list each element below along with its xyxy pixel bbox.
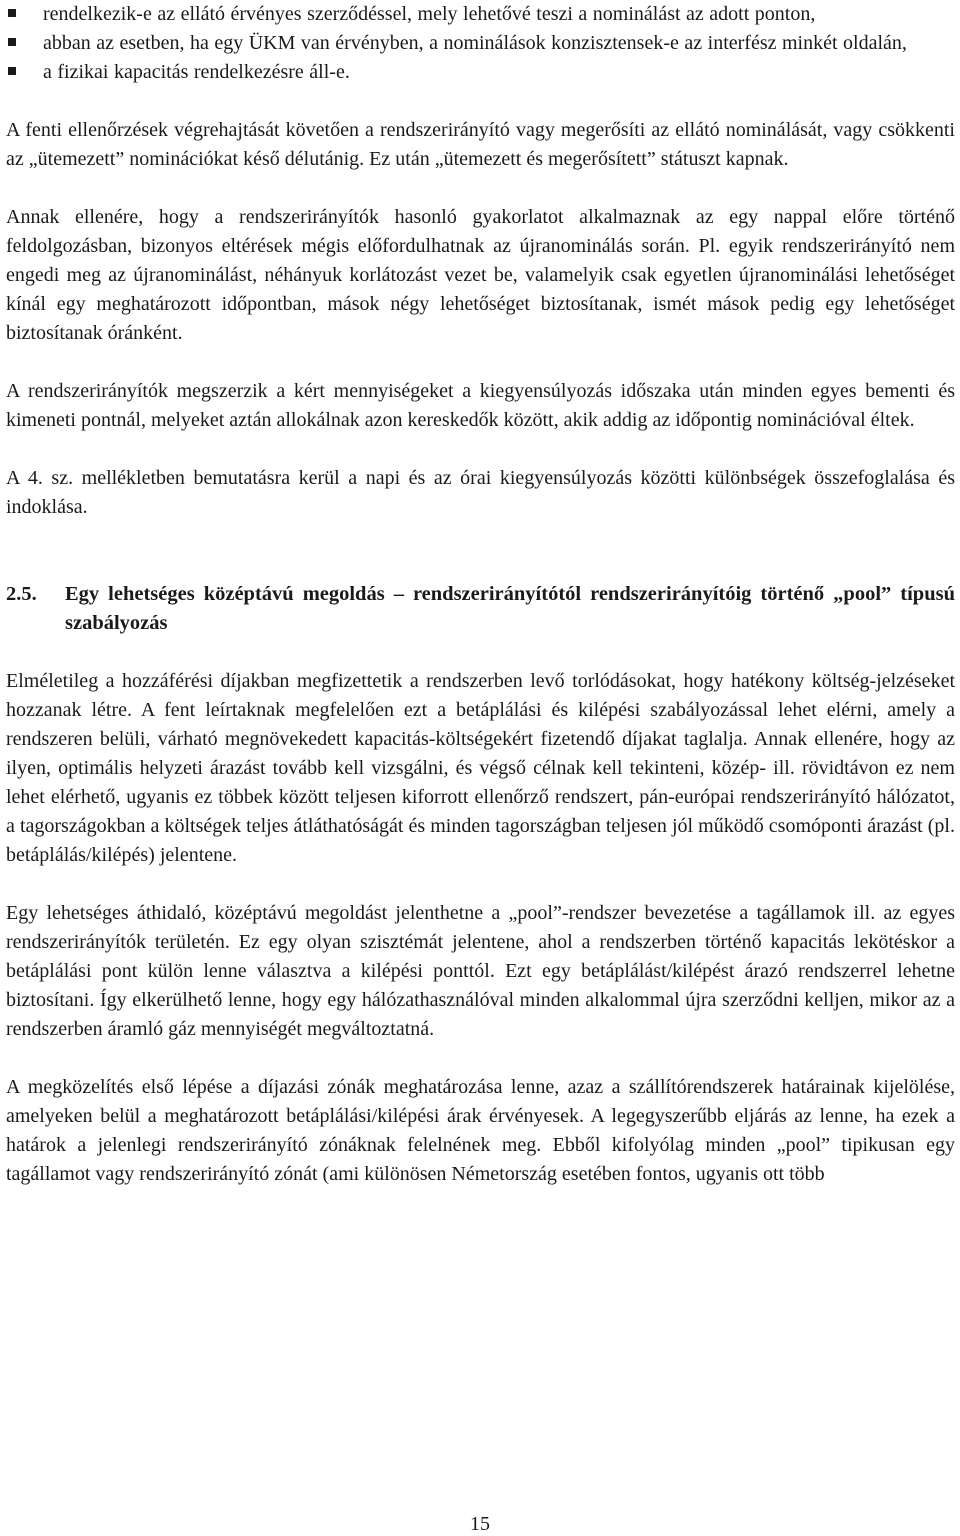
section-title: Egy lehetséges középtávú megoldás – rendszerirányítótól rendszerirányítóig történő „pool” típusú szabályozás xyxy=(65,583,955,634)
list-item-text: a fizikai kapacitás rendelkezésre áll-e. xyxy=(43,61,350,83)
paragraph: A fenti ellenőrzések végrehajtását követően a rendszerirányító vagy megerősíti az ellátó nominálását, vagy csökkenti az „ütemezett” nominációkat késő délutánig. Ez után „ütemezett és megerősített” státuszt kapnak. xyxy=(6,119,955,170)
bullet-list xyxy=(6,0,955,87)
paragraph: Egy lehetséges áthidaló, középtávú megoldást jelenthetne a „pool”-rendszer bevezetése a tagállamok ill. az egyes rendszerirányítók területén. Ez egy olyan szisztémát jelentene, ahol a rendszerben történő kapacitás lekötéskor a betáplálási pont külön lenne választva a kilépési ponttól. Ezt egy betáplálást/kilépést árazó rendszerrel lehetne biztosítani. Így elkerülhető lenne, hogy egy hálózathasználóval minden alkalommal újra szerződni kelljen, mikor az a rendszerben áramló gáz mennyiségét megváltoztatná. xyxy=(6,902,955,1040)
square-bullet-icon xyxy=(8,67,16,75)
section-number: 2.5. xyxy=(6,583,37,605)
list-item xyxy=(6,29,955,58)
paragraph: Annak ellenére, hogy a rendszerirányítók hasonló gyakorlatot alkalmaznak az egy nappal előre történő feldolgozásban, bizonyos eltérések mégis előfordulhatnak az újranominálás során. Pl. egyik rendszerirányító nem engedi meg az újranominálást, néhányuk korlátozást vezet be, valamelyik csak egyetlen újranominálási lehetőséget kínál egy meghatározott időpontban, mások négy lehetőséget biztosítanak, ismét mások pedig egy lehetőséget biztosítanak óránként. xyxy=(6,206,955,344)
square-bullet-icon xyxy=(8,9,16,17)
paragraph: A rendszerirányítók megszerzik a kért mennyiségeket a kiegyensúlyozás időszaka után minden egyes bementi és kimeneti pontnál, melyeket aztán allokálnak azon kereskedők között, akik addig az időpontig nominációval éltek. xyxy=(6,380,955,431)
paragraph: A megközelítés első lépése a díjazási zónák meghatározása lenne, azaz a szállítórendszerek határainak kijelölése, amelyeken belül a meghatározott betáplálási/kilépési árak érvényesek. A legegyszerűbb eljárás az lenne, ha ezek a határok a jelenlegi rendszerirányító zónáknak felelnének meg. Ebből kifolyólag minden „pool” tipikusan egy tagállamot vagy rendszerirányító zónát (ami különösen Németország esetében fontos, ugyanis ott több xyxy=(6,1076,955,1185)
square-bullet-icon xyxy=(8,38,16,46)
list-item xyxy=(6,58,955,87)
list-item-text: abban az esetben, ha egy ÜKM van érvényben, a nominálások konzisztensek-e az interfész minkét oldalán, xyxy=(43,32,907,54)
list-item xyxy=(6,0,955,29)
paragraph: A 4. sz. mellékletben bemutatásra kerül a napi és az órai kiegyensúlyozás közötti különbségek összefoglalása és indoklása. xyxy=(6,467,955,518)
section-heading xyxy=(6,580,955,638)
page-number: 15 xyxy=(470,1513,490,1535)
paragraph: Elméletileg a hozzáférési díjakban megfizettetik a rendszerben levő torlódásokat, hogy hatékony költség-jelzéseket hozzanak létre. A fent leírtaknak megfelelően ezt a betáplálási és kilépési szabályozással lehet elérni, amely a rendszeren belüli, várható megnövekedett kapacitás-költségekért fizetendő díjakat taglalja. Annak ellenére, hogy az ilyen, optimális helyzeti árazást tovább kell vizsgálni, és végső célnak kell tekinteni, közép- ill. rövidtávon ez nem lehet elérhető, ugyanis ez többek között teljesen kiforrott ellenőrző rendszert, pán-európai rendszerirányító hálózatot, a tagországokban a költségek teljes átláthatóságát és minden tagországban teljesen jól működő csomóponti árazást (pl. betáplálás/kilépés) jelentene. xyxy=(6,670,955,866)
list-item-text: rendelkezik-e az ellátó érvényes szerződéssel, mely lehetővé teszi a nominálást az adott ponton, xyxy=(43,3,816,25)
